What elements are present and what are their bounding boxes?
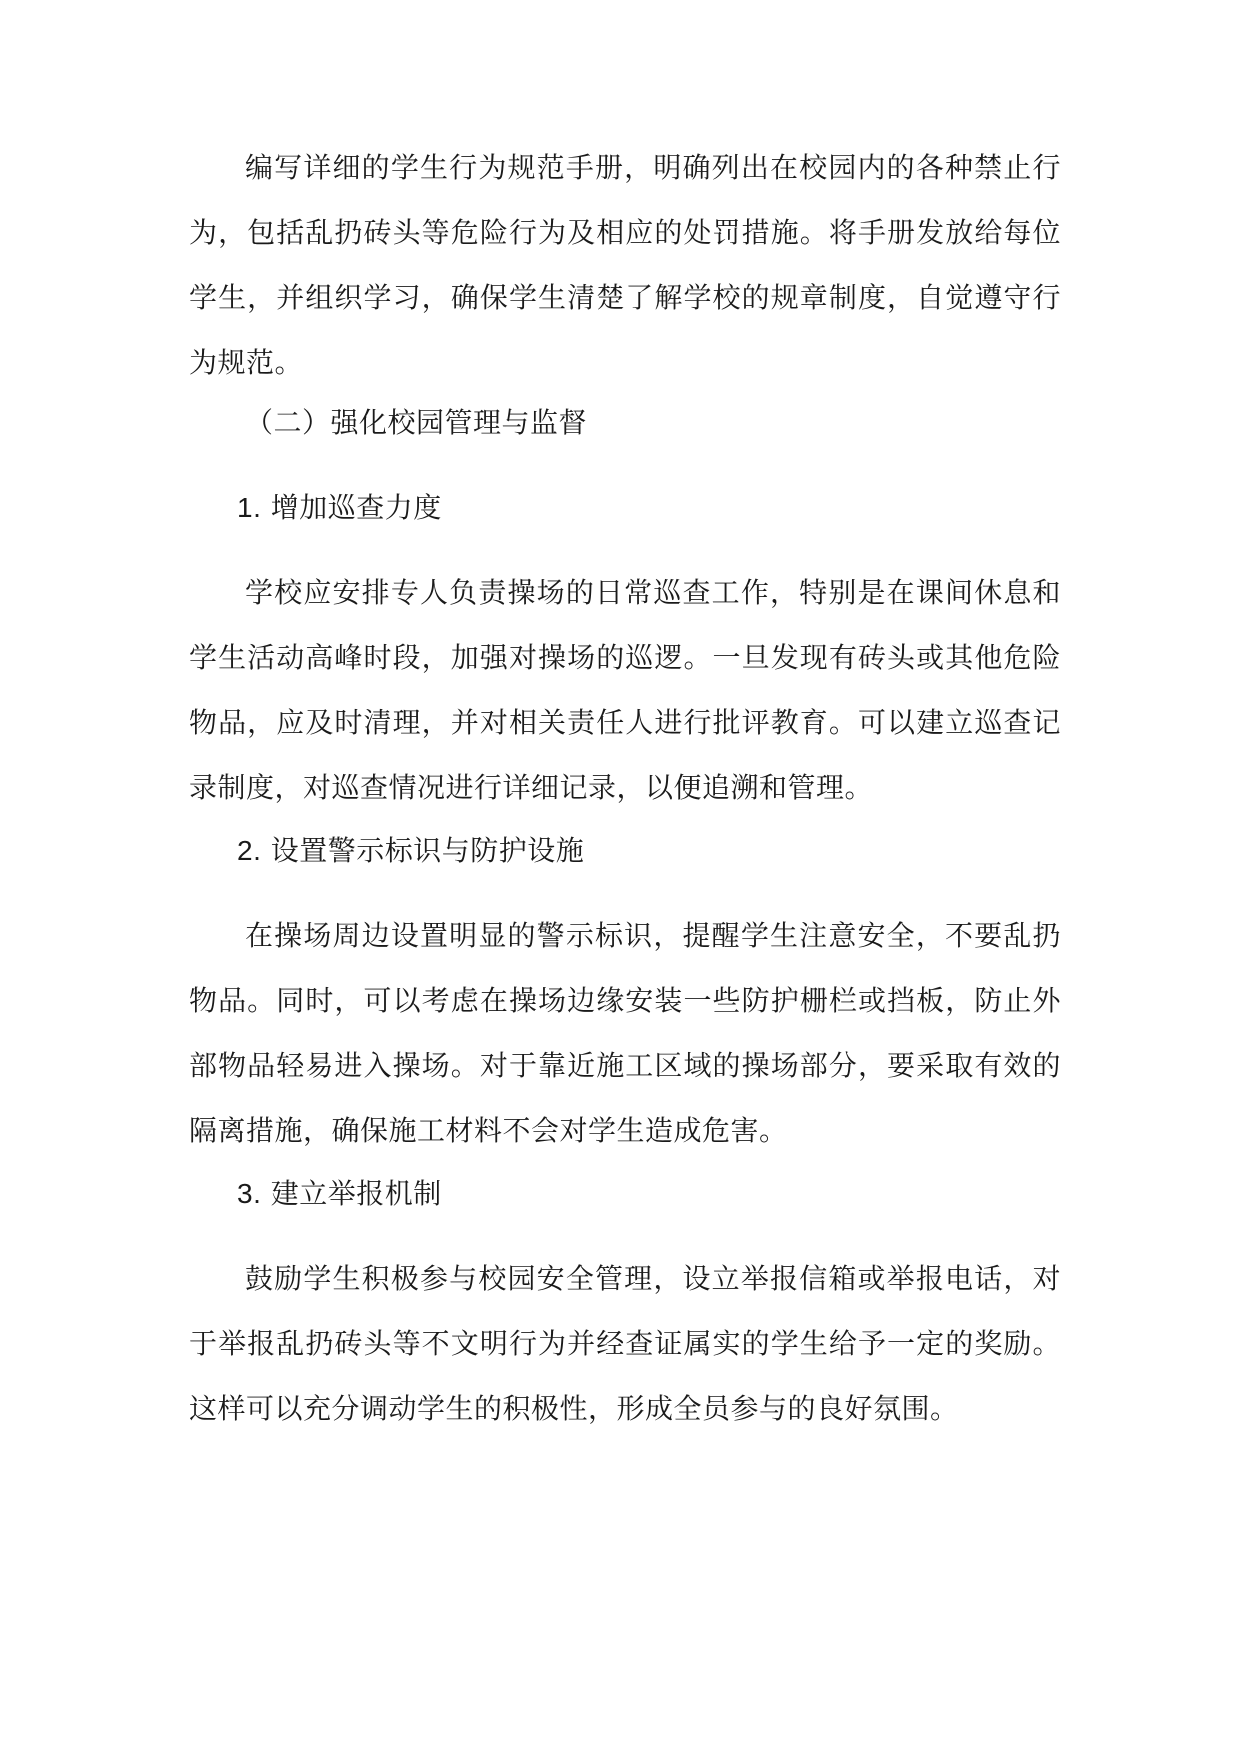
- item-2-paragraph: 在操场周边设置明显的警示标识，提醒学生注意安全，不要乱扔物品。同时，可以考虑在操场边缘安装一些防护栅栏或挡板，防止外部物品轻易进入操场。对于靠近施工区域的操场部分，要采取有效的隔离措施，确保施工材料不会对学生造成危害。: [189, 919, 1061, 1147]
- subheading-1: [237, 475, 442, 540]
- item-1-paragraph: 学校应安排专人负责操场的日常巡查工作，特别是在课间休息和学生活动高峰时段，加强对操场的巡逻。一旦发现有砖头或其他危险物品，应及时清理，并对相关责任人进行批评教育。可以建立巡查记录制度，对巡查情况进行详细记录，以便追溯和管理。: [189, 576, 1061, 804]
- intro-paragraph: 编写详细的学生行为规范手册，明确列出在校园内的各种禁止行为，包括乱扔砖头等危险行为及相应的处罚措施。将手册发放给每位学生，并组织学习，确保学生清楚了解学校的规章制度，自觉遵守行为规范。: [189, 151, 1061, 379]
- subheading-2-title: 设置警示标识与防护设施: [270, 834, 585, 867]
- subheading-1-title: 增加巡查力度: [270, 491, 442, 524]
- subheading-3: [237, 1161, 442, 1226]
- subheading-2-number: 2.: [237, 835, 262, 866]
- subheading-3-title: 建立举报机制: [270, 1177, 442, 1210]
- subheading-3-number: 3.: [237, 1178, 262, 1209]
- subheading-1-number: 1.: [237, 492, 262, 523]
- item-3-paragraph: 鼓励学生积极参与校园安全管理，设立举报信箱或举报电话，对于举报乱扔砖头等不文明行为并经查证属实的学生给予一定的奖励。这样可以充分调动学生的积极性，形成全员参与的良好氛围。: [189, 1262, 1061, 1425]
- section-heading: （二）强化校园管理与监督: [245, 406, 588, 439]
- subheading-2: [237, 818, 584, 883]
